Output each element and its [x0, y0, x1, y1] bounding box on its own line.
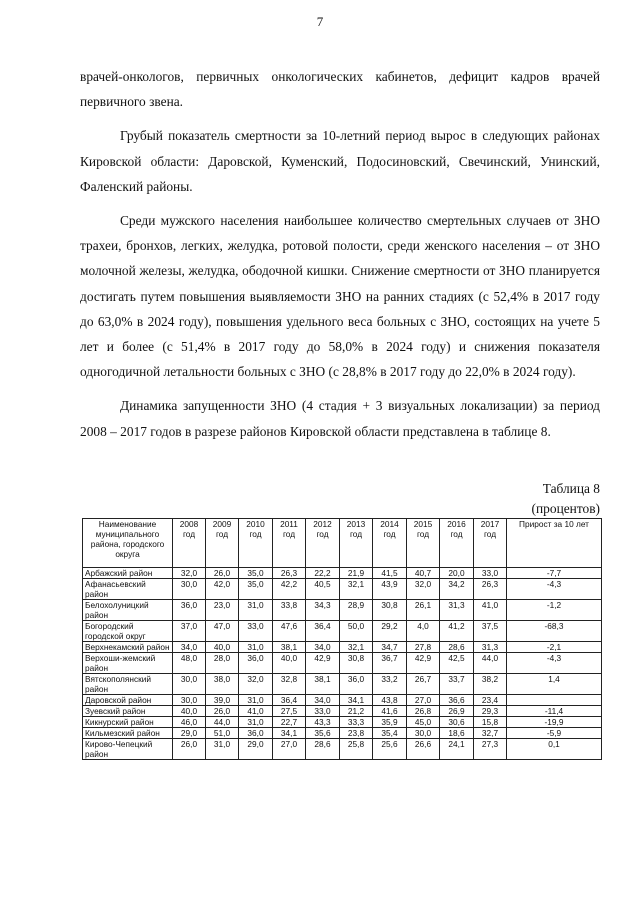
row-district-name: Кирово-Чепецкий район [83, 739, 173, 760]
row-value: 50,0 [340, 621, 373, 642]
row-value: 33,7 [440, 674, 474, 695]
row-value: 34,3 [306, 600, 340, 621]
row-value: 31,0 [239, 642, 273, 653]
row-value: 26,1 [407, 600, 440, 621]
row-value: 36,0 [340, 674, 373, 695]
row-value: 40,0 [206, 642, 239, 653]
row-value: 43,9 [373, 579, 407, 600]
row-value: 40,0 [273, 653, 306, 674]
row-value: 41,2 [440, 621, 474, 642]
column-header-year: 2013 год [340, 519, 373, 568]
row-value: 31,0 [239, 717, 273, 728]
table-row [83, 695, 602, 706]
row-value: 29,3 [474, 706, 507, 717]
row-district-name: Верхоши-жемский район [83, 653, 173, 674]
row-value: 40,5 [306, 579, 340, 600]
row-value: 30,0 [173, 695, 206, 706]
row-value: 26,7 [407, 674, 440, 695]
paragraph: врачей-онкологов, первичных онкологических кабинетов, дефицит кадров врачей первичного звена. [80, 69, 600, 110]
table-row [83, 600, 602, 621]
row-value: 32,1 [340, 579, 373, 600]
table-row [83, 653, 602, 674]
row-value: 28,6 [440, 642, 474, 653]
row-value: 29,0 [239, 739, 273, 760]
row-value: 26,6 [407, 739, 440, 760]
row-value: 15,8 [474, 717, 507, 728]
row-value: 35,0 [239, 579, 273, 600]
table-row [83, 728, 602, 739]
row-value: 39,0 [206, 695, 239, 706]
row-value: 34,0 [173, 642, 206, 653]
column-header-year: 2009 год [206, 519, 239, 568]
column-header-name: Наименование муниципального района, городского округа [83, 519, 173, 568]
row-district-name: Даровской район [83, 695, 173, 706]
row-growth: 0,1 [507, 739, 602, 760]
row-value: 28,9 [340, 600, 373, 621]
table-caption-title: Таблица 8 [542, 481, 600, 496]
row-growth: -4,3 [507, 653, 602, 674]
row-value: 30,0 [407, 728, 440, 739]
row-value: 23,4 [474, 695, 507, 706]
row-value: 32,0 [239, 674, 273, 695]
row-growth: -19,9 [507, 717, 602, 728]
row-value: 31,3 [474, 642, 507, 653]
table-header-row [83, 519, 602, 568]
row-value: 34,0 [306, 695, 340, 706]
row-value: 24,1 [440, 739, 474, 760]
row-value: 38,0 [206, 674, 239, 695]
row-value: 36,0 [173, 600, 206, 621]
column-header-growth: Прирост за 10 лет [507, 519, 602, 568]
row-value: 35,9 [373, 717, 407, 728]
row-value: 20,0 [440, 568, 474, 579]
paragraph: Динамика запущенности ЗНО (4 стадия + 3 визуальных локализации) за период 2008 – 2017 годов в разрезе районов Кировской области представлена в таблице 8. [80, 398, 600, 439]
row-district-name: Арбажский район [83, 568, 173, 579]
row-value: 27,8 [407, 642, 440, 653]
row-value: 28,0 [206, 653, 239, 674]
row-value: 35,0 [239, 568, 273, 579]
column-header-year: 2008 год [173, 519, 206, 568]
row-value: 21,9 [340, 568, 373, 579]
row-value: 32,0 [407, 579, 440, 600]
row-growth [507, 695, 602, 706]
row-value: 18,6 [440, 728, 474, 739]
row-growth: 1,4 [507, 674, 602, 695]
row-value: 40,0 [173, 706, 206, 717]
row-value: 32,7 [474, 728, 507, 739]
row-value: 33,0 [306, 706, 340, 717]
row-value: 29,2 [373, 621, 407, 642]
column-header-year: 2011 год [273, 519, 306, 568]
row-district-name: Богородский городской округ [83, 621, 173, 642]
row-growth: -68,3 [507, 621, 602, 642]
row-value: 27,5 [273, 706, 306, 717]
row-value: 32,8 [273, 674, 306, 695]
column-header-year: 2014 год [373, 519, 407, 568]
row-value: 33,0 [239, 621, 273, 642]
row-value: 33,8 [273, 600, 306, 621]
row-district-name: Белохолуницкий район [83, 600, 173, 621]
row-value: 36,4 [306, 621, 340, 642]
row-value: 26,9 [440, 706, 474, 717]
row-growth: -5,9 [507, 728, 602, 739]
row-growth: -11,4 [507, 706, 602, 717]
row-value: 33,0 [474, 568, 507, 579]
row-value: 36,6 [440, 695, 474, 706]
row-value: 28,6 [306, 739, 340, 760]
row-value: 36,7 [373, 653, 407, 674]
row-value: 26,8 [407, 706, 440, 717]
row-value: 41,0 [474, 600, 507, 621]
row-value: 42,9 [407, 653, 440, 674]
row-value: 31,0 [206, 739, 239, 760]
row-value: 34,7 [373, 642, 407, 653]
row-value: 36,0 [239, 728, 273, 739]
row-value: 4,0 [407, 621, 440, 642]
row-value: 33,2 [373, 674, 407, 695]
row-value: 47,0 [206, 621, 239, 642]
row-value: 35,6 [306, 728, 340, 739]
row-value: 29,0 [173, 728, 206, 739]
table-caption [532, 479, 600, 519]
row-value: 32,1 [340, 642, 373, 653]
row-value: 34,1 [340, 695, 373, 706]
row-district-name: Зуевский район [83, 706, 173, 717]
row-value: 33,3 [340, 717, 373, 728]
row-value: 41,0 [239, 706, 273, 717]
row-district-name: Кильмезский район [83, 728, 173, 739]
row-value: 38,1 [306, 674, 340, 695]
row-value: 42,2 [273, 579, 306, 600]
row-value: 25,8 [340, 739, 373, 760]
row-value: 31,3 [440, 600, 474, 621]
row-value: 44,0 [474, 653, 507, 674]
row-value: 41,5 [373, 568, 407, 579]
row-district-name: Кикнурский район [83, 717, 173, 728]
row-value: 21,2 [340, 706, 373, 717]
row-value: 37,0 [173, 621, 206, 642]
row-value: 30,0 [173, 579, 206, 600]
row-growth: -2,1 [507, 642, 602, 653]
row-value: 34,0 [306, 642, 340, 653]
row-value: 30,6 [440, 717, 474, 728]
row-value: 22,7 [273, 717, 306, 728]
row-growth: -7,7 [507, 568, 602, 579]
row-value: 43,8 [373, 695, 407, 706]
row-value: 26,3 [474, 579, 507, 600]
table-row [83, 642, 602, 653]
table-row [83, 739, 602, 760]
row-value: 42,9 [306, 653, 340, 674]
column-header-year: 2010 год [239, 519, 273, 568]
row-district-name: Вятскополянский район [83, 674, 173, 695]
row-value: 42,5 [440, 653, 474, 674]
row-value: 31,0 [239, 695, 273, 706]
row-value: 51,0 [206, 728, 239, 739]
row-value: 30,8 [373, 600, 407, 621]
page-number: 7 [316, 14, 324, 29]
row-value: 26,3 [273, 568, 306, 579]
row-value: 30,8 [340, 653, 373, 674]
column-header-year: 2012 год [306, 519, 340, 568]
table-caption-unit: (процентов) [531, 501, 600, 516]
row-growth: -1,2 [507, 600, 602, 621]
row-value: 27,0 [407, 695, 440, 706]
row-value: 48,0 [173, 653, 206, 674]
column-header-year: 2017 год [474, 519, 507, 568]
row-value: 40,7 [407, 568, 440, 579]
row-district-name: Афанасьевский район [83, 579, 173, 600]
row-value: 27,0 [273, 739, 306, 760]
table-row [83, 621, 602, 642]
table-row [83, 579, 602, 600]
row-value: 44,0 [206, 717, 239, 728]
row-value: 32,0 [173, 568, 206, 579]
row-value: 38,2 [474, 674, 507, 695]
body-text [80, 64, 600, 444]
row-value: 22,2 [306, 568, 340, 579]
data-table [82, 518, 602, 760]
row-value: 36,4 [273, 695, 306, 706]
table-row [83, 568, 602, 579]
row-value: 23,8 [340, 728, 373, 739]
row-value: 45,0 [407, 717, 440, 728]
row-value: 42,0 [206, 579, 239, 600]
table-row [83, 674, 602, 695]
row-value: 43,3 [306, 717, 340, 728]
row-value: 23,0 [206, 600, 239, 621]
row-value: 41,6 [373, 706, 407, 717]
row-value: 27,3 [474, 739, 507, 760]
row-value: 47,6 [273, 621, 306, 642]
row-growth: -4,3 [507, 579, 602, 600]
row-value: 37,5 [474, 621, 507, 642]
row-value: 26,0 [173, 739, 206, 760]
row-value: 25,6 [373, 739, 407, 760]
row-value: 36,0 [239, 653, 273, 674]
row-value: 34,1 [273, 728, 306, 739]
row-value: 46,0 [173, 717, 206, 728]
column-header-year: 2015 год [407, 519, 440, 568]
paragraph: Грубый показатель смертности за 10-летний период вырос в следующих районах Кировской области: Даровской, Куменский, Подосиновский, Свечинский, Унинский, Фаленский районы. [80, 128, 600, 194]
row-value: 26,0 [206, 706, 239, 717]
row-district-name: Верхнекамский район [83, 642, 173, 653]
row-value: 34,2 [440, 579, 474, 600]
table-row [83, 706, 602, 717]
row-value: 38,1 [273, 642, 306, 653]
row-value: 31,0 [239, 600, 273, 621]
row-value: 26,0 [206, 568, 239, 579]
row-value: 35,4 [373, 728, 407, 739]
table-row [83, 717, 602, 728]
row-value: 30,0 [173, 674, 206, 695]
paragraph: Среди мужского населения наибольшее количество смертельных случаев от ЗНО трахеи, бронхов, легких, желудка, ротовой полости, среди женского населения – от ЗНО молочной железы, желудка, ободочной кишки. Снижение смертности от ЗНО планируется достигать путем повышения выявляемости ЗНО на ранних стадиях (с 52,4% в 2017 году до 63,0% в 2024 году), повышения удельного веса больных с ЗНО, состоящих на учете 5 лет и более (с 51,4% в 2017 году до 58,0% в 2024 году) и снижения показателя одногодичной летальности больных с ЗНО (с 28,8% в 2017 году до 22,0% в 2024 году). [80, 213, 600, 380]
column-header-year: 2016 год [440, 519, 474, 568]
